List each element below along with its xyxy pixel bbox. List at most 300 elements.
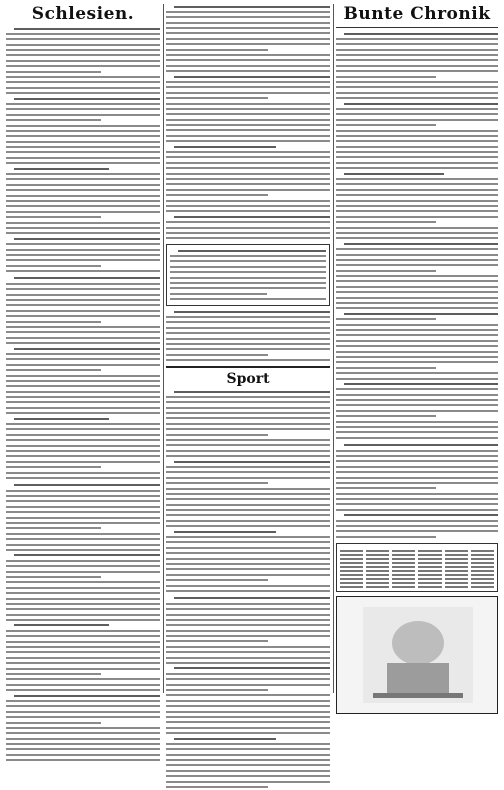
text-line	[6, 759, 160, 761]
text-line	[6, 205, 160, 207]
table-cell	[418, 550, 441, 552]
text-line	[336, 437, 498, 439]
text-line	[166, 727, 330, 729]
text-line	[6, 560, 160, 562]
text-line	[170, 287, 326, 289]
text-line	[166, 482, 268, 484]
text-line	[344, 383, 498, 385]
table-cell	[366, 574, 389, 576]
text-line	[336, 259, 498, 261]
text-line	[166, 590, 330, 592]
text-line	[6, 310, 160, 312]
text-line	[166, 444, 330, 446]
text-line	[166, 689, 268, 691]
table-cell	[366, 578, 389, 580]
text-line	[6, 321, 101, 323]
text-line	[6, 326, 160, 328]
table-cell	[471, 566, 494, 568]
article-body	[6, 483, 160, 763]
text-line	[170, 277, 326, 279]
text-line	[166, 764, 330, 766]
text-line	[166, 657, 330, 659]
text-line	[344, 444, 498, 446]
text-line	[336, 49, 498, 51]
text-line	[166, 716, 330, 718]
table-cell	[471, 558, 494, 560]
text-line	[166, 748, 330, 750]
text-line	[6, 87, 160, 89]
text-line	[6, 428, 160, 430]
text-line	[166, 488, 330, 490]
table-cell	[445, 558, 468, 560]
text-line	[6, 254, 160, 256]
text-line	[166, 27, 330, 29]
text-line	[6, 243, 160, 245]
text-line	[6, 527, 101, 529]
text-line	[336, 493, 498, 495]
text-line	[166, 786, 268, 788]
text-line	[166, 38, 330, 40]
text-line	[336, 119, 498, 121]
text-line	[174, 146, 276, 148]
text-line	[166, 439, 330, 441]
text-line	[6, 466, 101, 468]
text-line	[166, 700, 330, 702]
text-line	[166, 151, 330, 153]
text-line	[6, 211, 160, 213]
text-line	[6, 533, 160, 535]
text-line	[6, 178, 160, 180]
text-line	[170, 282, 326, 284]
column-divider	[333, 4, 334, 693]
text-line	[336, 124, 436, 126]
text-line	[174, 597, 330, 599]
article-body	[166, 4, 330, 241]
text-line	[6, 662, 160, 664]
text-line	[336, 426, 498, 428]
table-cell	[366, 554, 389, 556]
text-line	[336, 108, 498, 110]
text-line	[6, 189, 160, 191]
text-line	[166, 162, 330, 164]
text-line	[166, 552, 330, 554]
table-cell	[340, 562, 363, 564]
article-body	[166, 596, 330, 790]
table-cell	[340, 558, 363, 560]
text-line	[336, 329, 498, 331]
text-line	[336, 318, 436, 320]
text-line	[6, 369, 101, 371]
text-line	[166, 640, 268, 642]
table-cell	[471, 574, 494, 576]
text-line	[166, 327, 330, 329]
table-cell	[340, 582, 363, 584]
text-line	[14, 695, 160, 697]
text-line	[336, 410, 498, 412]
text-line	[166, 705, 330, 707]
text-line	[6, 549, 160, 551]
text-line	[6, 141, 160, 143]
text-line	[336, 200, 498, 202]
text-line	[166, 59, 330, 61]
text-line	[166, 434, 268, 436]
table-cell	[366, 558, 389, 560]
text-line	[166, 493, 330, 495]
text-line	[166, 178, 330, 180]
text-line	[166, 65, 330, 67]
text-line	[336, 178, 498, 180]
text-line	[166, 70, 330, 72]
article-body	[6, 276, 160, 481]
text-line	[174, 531, 276, 533]
text-line	[6, 146, 160, 148]
text-line	[336, 340, 498, 342]
column-right	[336, 4, 498, 714]
table-cell	[366, 586, 389, 588]
text-line	[6, 727, 160, 729]
lottery-results-box	[336, 543, 498, 592]
text-line	[336, 151, 498, 153]
text-line	[336, 509, 498, 511]
text-line	[6, 54, 160, 56]
column-middle	[166, 4, 330, 790]
text-line	[6, 495, 160, 497]
table-cell	[392, 558, 415, 560]
advertisement	[336, 596, 498, 714]
text-line	[6, 125, 160, 127]
text-line	[166, 662, 330, 664]
text-line	[336, 280, 498, 282]
text-line	[6, 65, 160, 67]
text-line	[6, 619, 160, 621]
text-line	[6, 108, 160, 110]
text-line	[6, 668, 160, 670]
table-cell	[418, 586, 441, 588]
text-line	[174, 738, 276, 740]
text-line	[336, 205, 498, 207]
table-cell	[340, 566, 363, 568]
text-line	[6, 114, 160, 116]
text-line	[336, 471, 498, 473]
text-line	[166, 547, 330, 549]
text-line	[336, 372, 498, 374]
text-line	[166, 49, 268, 51]
text-line	[166, 407, 330, 409]
text-line	[336, 70, 498, 72]
text-line	[336, 210, 498, 212]
text-line	[166, 189, 330, 191]
text-line	[6, 722, 101, 724]
text-line	[166, 759, 330, 761]
text-line	[166, 466, 330, 468]
text-line	[336, 421, 498, 423]
text-line	[6, 157, 160, 159]
text-line	[336, 307, 498, 309]
text-line	[6, 544, 160, 546]
text-line	[6, 81, 160, 83]
text-line	[6, 490, 160, 492]
text-line	[6, 60, 160, 62]
text-line	[336, 477, 498, 479]
text-line	[6, 571, 160, 573]
text-line	[336, 227, 498, 229]
text-line	[170, 271, 326, 273]
text-line	[166, 678, 330, 680]
text-line	[166, 477, 330, 479]
text-line	[166, 471, 330, 473]
text-line	[336, 194, 498, 196]
text-line	[6, 265, 101, 267]
text-line	[166, 541, 330, 543]
text-line	[336, 345, 498, 347]
table-cell	[445, 574, 468, 576]
text-line	[166, 401, 330, 403]
text-line	[6, 511, 160, 513]
text-line	[336, 38, 498, 40]
text-line	[6, 651, 160, 653]
text-line	[6, 130, 160, 132]
table-cell	[340, 550, 363, 552]
text-line	[166, 504, 330, 506]
text-line	[174, 76, 330, 78]
text-line	[6, 294, 160, 296]
table-cell	[366, 566, 389, 568]
text-line	[336, 530, 498, 532]
text-line	[6, 700, 160, 702]
text-line	[6, 407, 160, 409]
text-line	[14, 28, 160, 30]
table-cell	[392, 586, 415, 588]
text-line	[170, 260, 326, 262]
table-cell	[340, 570, 363, 572]
text-line	[6, 76, 160, 78]
text-line	[6, 748, 160, 750]
text-line	[6, 353, 160, 355]
column-divider	[163, 4, 164, 693]
text-line	[14, 277, 160, 279]
text-line	[336, 378, 498, 380]
text-line	[6, 304, 160, 306]
table-cell	[392, 574, 415, 576]
text-line	[336, 536, 436, 538]
boxed-notice	[166, 244, 330, 306]
table-cell	[471, 586, 494, 588]
text-line	[336, 275, 498, 277]
text-line	[6, 592, 160, 594]
text-line	[166, 423, 330, 425]
text-line	[166, 412, 330, 414]
text-line	[6, 538, 160, 540]
table-cell	[418, 562, 441, 564]
table-cell	[445, 570, 468, 572]
text-line	[14, 554, 160, 556]
text-line	[6, 738, 160, 740]
text-line	[336, 460, 498, 462]
text-line	[6, 673, 101, 675]
text-line	[336, 65, 498, 67]
text-line	[336, 399, 498, 401]
table-cell	[471, 562, 494, 564]
text-line	[336, 404, 498, 406]
text-line	[6, 472, 160, 474]
table-cell	[418, 574, 441, 576]
text-line	[166, 359, 330, 361]
text-line	[6, 173, 160, 175]
text-line	[14, 98, 160, 100]
text-line	[166, 119, 330, 121]
text-line	[6, 646, 160, 648]
table-cell	[392, 582, 415, 584]
text-line	[6, 288, 160, 290]
text-line	[166, 579, 268, 581]
text-line	[6, 385, 160, 387]
text-line	[6, 38, 160, 40]
section-title-schlesien: Schlesien.	[31, 4, 135, 24]
text-line	[6, 249, 160, 251]
text-line	[6, 641, 160, 643]
text-line	[6, 657, 160, 659]
notice-body	[170, 248, 326, 302]
text-line	[6, 517, 160, 519]
text-line	[6, 195, 160, 197]
text-line	[336, 140, 498, 142]
text-line	[344, 243, 498, 245]
section-rule	[336, 27, 498, 28]
text-line	[166, 316, 330, 318]
text-line	[336, 97, 498, 99]
text-line	[166, 232, 330, 234]
text-line	[6, 635, 160, 637]
text-line	[166, 525, 330, 527]
text-line	[6, 598, 160, 600]
table-cell	[366, 582, 389, 584]
table-cell	[471, 550, 494, 552]
text-line	[166, 86, 330, 88]
text-line	[166, 11, 330, 13]
text-line	[166, 651, 330, 653]
text-line	[170, 298, 326, 300]
text-line	[170, 255, 326, 257]
text-line	[6, 391, 160, 393]
text-line	[166, 614, 330, 616]
text-line	[6, 299, 160, 301]
text-line	[166, 450, 330, 452]
text-line	[6, 44, 160, 46]
text-line	[6, 630, 160, 632]
text-line	[336, 334, 498, 336]
text-line	[6, 380, 160, 382]
text-line	[6, 315, 160, 317]
text-line	[336, 431, 498, 433]
text-line	[166, 124, 330, 126]
text-line	[166, 428, 330, 430]
table-cell	[340, 554, 363, 556]
text-line	[166, 92, 330, 94]
text-line	[166, 227, 330, 229]
table-cell	[445, 562, 468, 564]
text-line	[336, 81, 498, 83]
section-title-bunte-chronik: Bunte Chronik	[343, 4, 491, 24]
text-line	[336, 59, 498, 61]
table-cell	[366, 562, 389, 564]
text-line	[6, 331, 160, 333]
text-line	[6, 342, 160, 344]
text-line	[166, 156, 330, 158]
table-cell	[445, 554, 468, 556]
text-line	[166, 167, 330, 169]
table-cell	[340, 578, 363, 580]
text-line	[166, 194, 268, 196]
text-line	[6, 678, 160, 680]
table-cell	[445, 582, 468, 584]
text-line	[336, 503, 498, 505]
text-line	[166, 321, 330, 323]
text-line	[166, 563, 330, 565]
text-line	[166, 103, 330, 105]
text-line	[6, 587, 160, 589]
text-line	[336, 324, 498, 326]
text-line	[166, 348, 330, 350]
text-line	[336, 286, 498, 288]
table-cell	[418, 578, 441, 580]
text-line	[336, 232, 498, 234]
text-line	[166, 732, 330, 734]
text-line	[166, 673, 330, 675]
text-line	[336, 237, 498, 239]
text-line	[344, 33, 498, 35]
text-line	[166, 694, 330, 696]
text-line	[166, 646, 330, 648]
text-line	[166, 129, 330, 131]
text-line	[336, 130, 498, 132]
table-cell	[418, 554, 441, 556]
text-line	[336, 76, 436, 78]
text-line	[336, 367, 436, 369]
text-line	[336, 264, 498, 266]
text-line	[336, 455, 498, 457]
text-line	[6, 364, 160, 366]
lottery-table	[340, 550, 494, 588]
article-body	[6, 26, 160, 274]
text-line	[6, 445, 160, 447]
text-line	[6, 162, 160, 164]
text-line	[166, 210, 330, 212]
text-line	[336, 183, 498, 185]
text-line	[6, 455, 160, 457]
text-line	[166, 630, 330, 632]
text-line	[6, 358, 160, 360]
text-line	[344, 313, 498, 315]
text-line	[166, 574, 330, 576]
table-cell	[340, 574, 363, 576]
text-line	[166, 568, 330, 570]
text-line	[336, 92, 498, 94]
text-line	[344, 103, 498, 105]
text-line	[6, 227, 160, 229]
text-line	[6, 259, 160, 261]
text-line	[174, 391, 330, 393]
text-line	[166, 108, 330, 110]
table-cell	[340, 586, 363, 588]
text-line	[6, 396, 160, 398]
text-line	[166, 624, 330, 626]
text-line	[166, 354, 268, 356]
text-line	[6, 754, 160, 756]
text-line	[6, 375, 160, 377]
text-line	[166, 81, 330, 83]
text-line	[166, 619, 330, 621]
text-line	[166, 509, 330, 511]
